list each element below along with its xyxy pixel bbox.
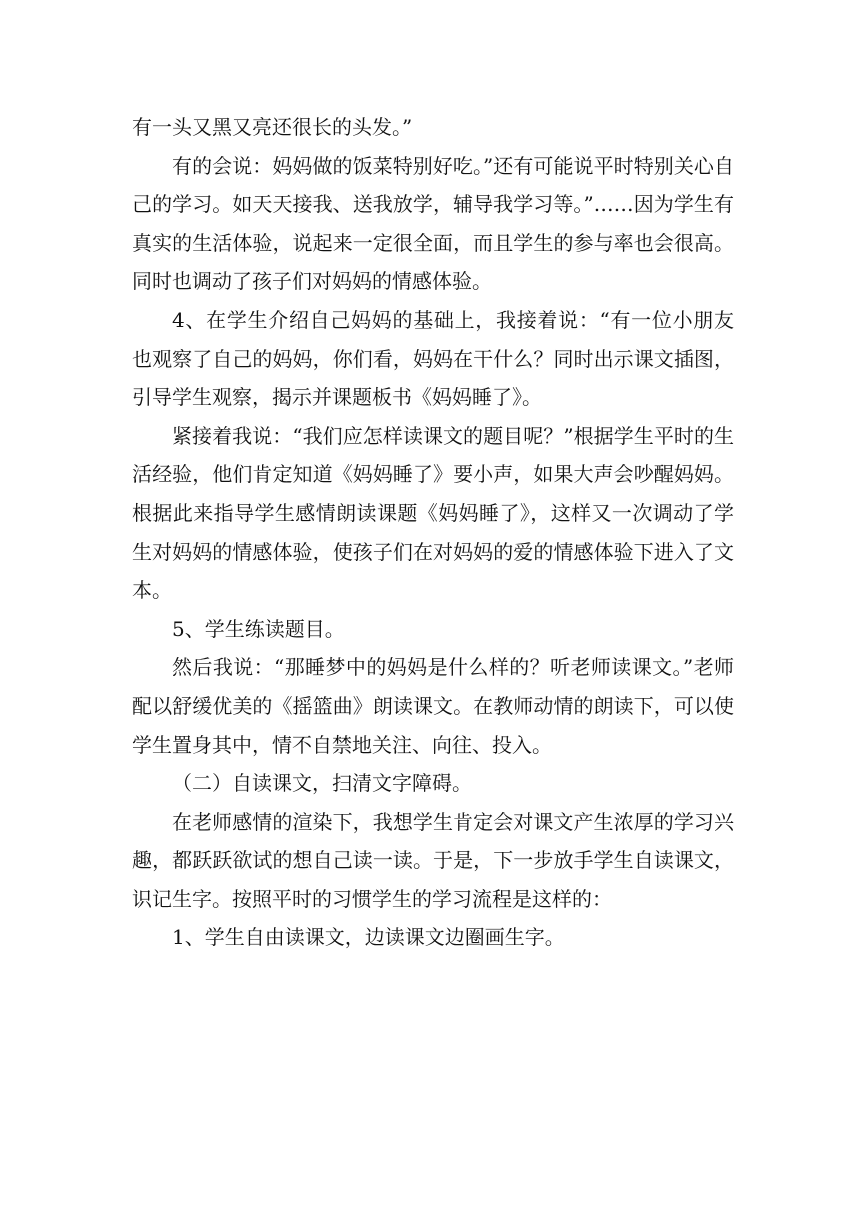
paragraph-step-1: 1、学生自由读课文，边读课文边圈画生字。 — [172, 925, 565, 950]
paragraph-step-5: 5、学生练读题目。 — [172, 616, 345, 641]
section-heading: （二）自读课文，扫清文字障碍。 — [172, 771, 472, 796]
paragraph-continuation: 有一头又黑又亮还很长的头发。” — [132, 115, 413, 139]
paragraph: 有的会说：妈妈做的饭菜特别好吃。”还有可能说平时特别关心自己的学习。如天天接我、送我放学，辅导我学习等。”……因为学生有真实的生活体验，说起来一定很全面，而且学生的参与率也会很高。同时也调动了孩子们对妈妈的情感体验。 — [132, 153, 734, 294]
paragraph: 在老师感情的渲染下，我想学生肯定会对课文产生浓厚的学习兴趣，都跃跃欲试的想自己读一读。于是，下一步放手学生自读课文，识记生字。按照平时的习惯学生的学习流程是这样的： — [132, 809, 734, 911]
paragraph: 紧接着我说：“我们应怎样读课文的题目呢？”根据学生平时的生活经验，他们肯定知道《妈妈睡了》要小声，如果大声会吵醒妈妈。根据此来指导学生感情朗读课题《妈妈睡了》，这样又一次调动了学生对妈妈的情感体验，使孩子们在对妈妈的爱的情感体验下进入了文本。 — [132, 423, 734, 603]
document-body — [132, 108, 734, 957]
paragraph-step-4: 4、在学生介绍自己妈妈的基础上，我接着说：“有一位小朋友也观察了自己的妈妈，你们看，妈妈在干什么？同时出示课文插图，引导学生观察，揭示并课题板书《妈妈睡了》。 — [132, 307, 734, 410]
paragraph: 然后我说：“那睡梦中的妈妈是什么样的？听老师读课文。”老师配以舒缓优美的《摇篮曲》朗读课文。在教师动情的朗读下，可以使学生置身其中，情不自禁地关注、向往、投入。 — [132, 655, 734, 757]
